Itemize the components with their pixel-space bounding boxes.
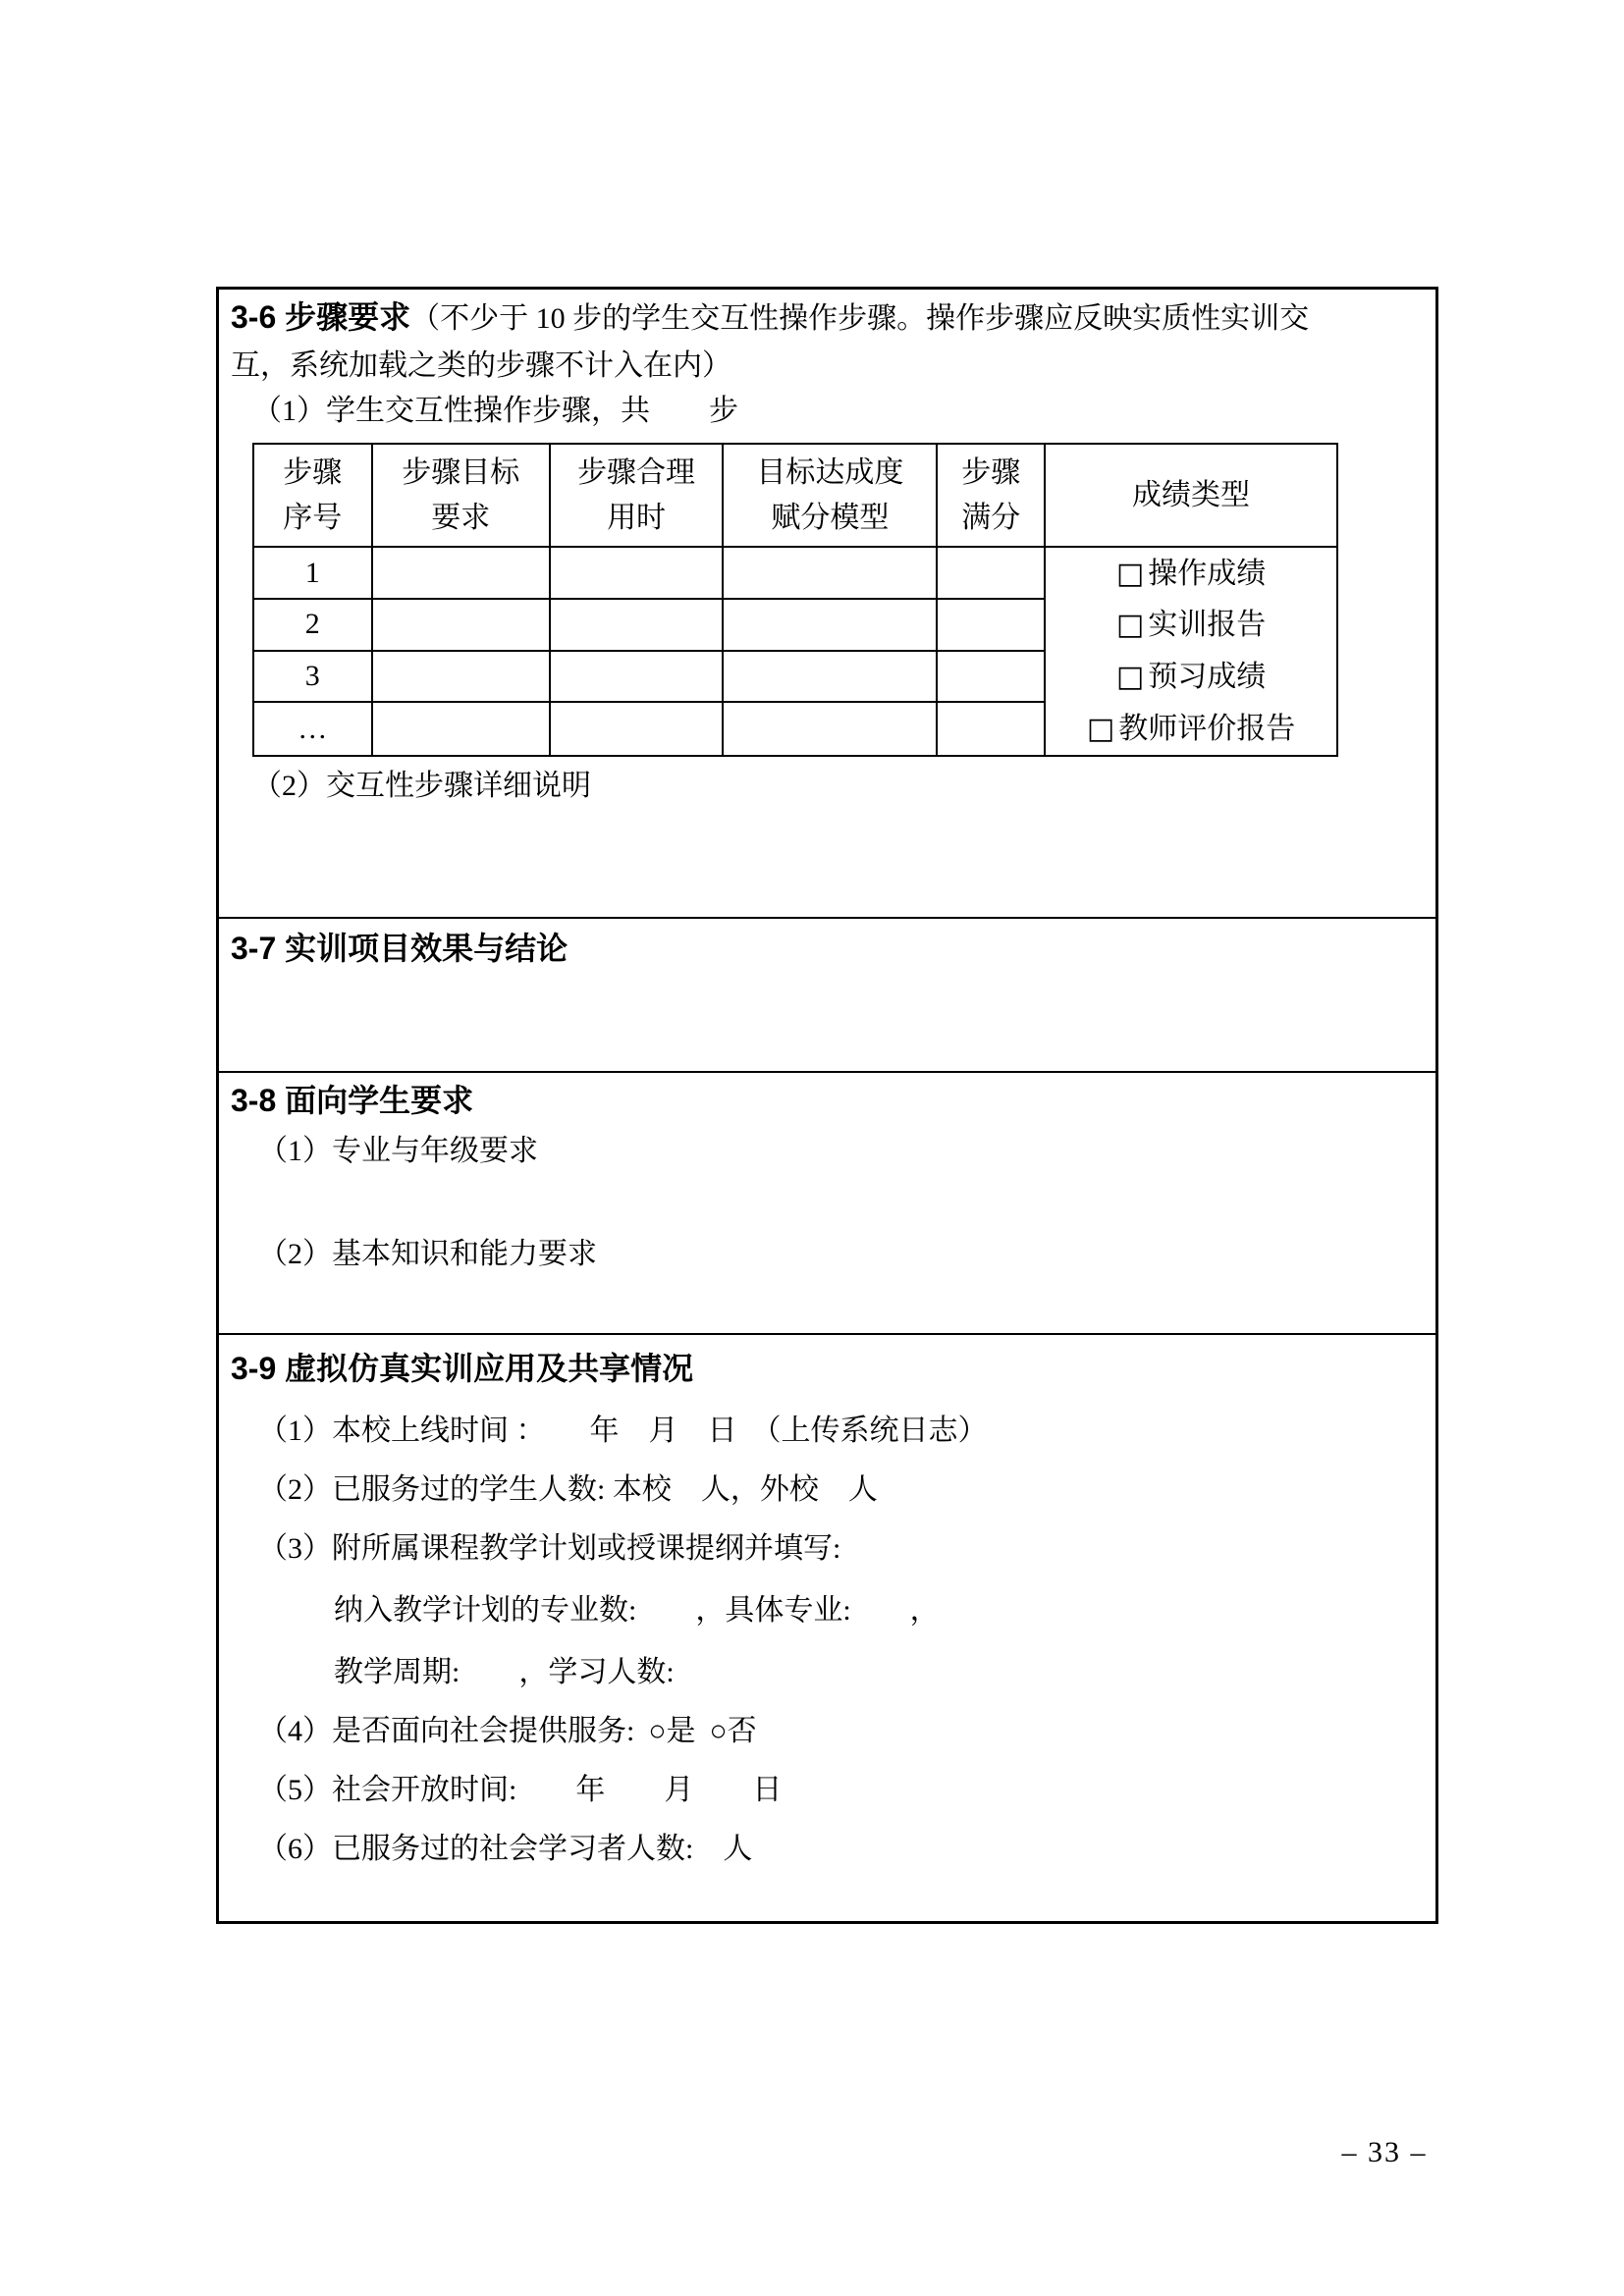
score-type-label: 实训报告: [1148, 609, 1267, 642]
score-type-option: [1116, 558, 1266, 591]
table-cell-empty: [938, 652, 1046, 704]
score-type-label: 操作成绩: [1148, 557, 1267, 590]
score-type-label: 预习成绩: [1148, 660, 1267, 693]
section-3-6-item-2: （2）交互性步骤详细说明: [252, 770, 591, 802]
section-3-6-step-requirements: [219, 290, 1435, 917]
section-3-9-item-3-sub-1: 纳入教学计划的专业数: ，具体专业: ，: [334, 1594, 940, 1627]
score-type-options-cell: [1046, 548, 1336, 755]
section-3-7-results-conclusion: [219, 917, 1435, 1071]
table-cell-empty: [373, 548, 551, 600]
table-cell-empty: [938, 703, 1046, 755]
section-3-8-item-1: （1）专业与年级要求: [258, 1135, 538, 1167]
table-cell-empty: [551, 600, 724, 652]
page-number: – 33 –: [1341, 2136, 1428, 2168]
checkbox-icon: □: [1086, 711, 1115, 746]
table-cell-empty: [551, 652, 724, 704]
table-cell-empty: [724, 600, 938, 652]
section-3-9-item-3: （3）附所属课程教学计划或授课提纲并填写:: [258, 1532, 841, 1565]
steps-table-header-score-type: 成绩类型: [1046, 445, 1336, 548]
section-3-8-student-requirements: [219, 1071, 1435, 1333]
table-cell-empty: [724, 703, 938, 755]
steps-table-header-step-no: 步骤 序号: [254, 445, 373, 548]
steps-table-header-scoring-model: 目标达成度 赋分模型: [724, 445, 938, 548]
table-cell-empty: [724, 652, 938, 704]
steps-table-header-step-score: 步骤 满分: [938, 445, 1046, 548]
table-cell-empty: [938, 548, 1046, 600]
table-row-label: 3: [254, 652, 373, 704]
radio-yes-option: ○是: [648, 1715, 696, 1747]
score-type-label: 教师评价报告: [1118, 712, 1296, 745]
steps-table: [252, 443, 1338, 757]
section-3-6-item-1: （1）学生交互性操作步骤，共 步: [252, 395, 738, 427]
section-3-9-item-2: （2）已服务过的学生人数: 本校 人，外校 人: [258, 1473, 878, 1506]
section-3-9-heading: 3-9 虚拟仿真实训应用及共享情况: [231, 1351, 694, 1386]
section-3-9-item-1: （1）本校上线时间 ： 年 月 日 （上传系统日志）: [258, 1415, 988, 1447]
section-3-9-application-sharing: [219, 1333, 1435, 1921]
table-cell-empty: [373, 652, 551, 704]
score-type-option: [1087, 713, 1295, 746]
section-3-9-item-5: （5）社会开放时间: 年 月 日: [258, 1774, 783, 1806]
application-form-box: [216, 287, 1438, 1924]
table-cell-empty: [373, 600, 551, 652]
section-3-9-item-3-sub-2: 教学周期: ，学习人数:: [334, 1656, 675, 1688]
section-3-7-heading: 3-7 实训项目效果与结论: [231, 931, 568, 966]
table-cell-empty: [938, 600, 1046, 652]
section-3-9-item-6: （6）已服务过的社会学习者人数: 人: [258, 1833, 753, 1865]
table-cell-empty: [724, 548, 938, 600]
score-type-option: [1116, 661, 1266, 694]
table-row-label: 2: [254, 600, 373, 652]
radio-no-option: ○否: [709, 1715, 757, 1747]
table-cell-empty: [551, 548, 724, 600]
steps-table-header-step-time: 步骤合理 用时: [551, 445, 724, 548]
table-cell-empty: [551, 703, 724, 755]
table-cell-empty: [373, 703, 551, 755]
checkbox-icon: □: [1115, 659, 1145, 694]
table-row-label: …: [254, 703, 373, 755]
section-3-6-intro-line2: 互，系统加载之类的步骤不计入在内）: [231, 349, 731, 382]
section-3-6-note: （不少于 10 步的学生交互性操作步骤。操作步骤应反映实质性实训交: [410, 302, 1310, 335]
section-3-8-heading: 3-8 面向学生要求: [231, 1083, 474, 1118]
section-3-6-intro-line1: [231, 294, 1426, 343]
checkbox-icon: □: [1115, 608, 1145, 643]
section-3-6-heading: 3-6 步骤要求: [231, 299, 411, 335]
section-3-8-item-2: （2）基本知识和能力要求: [258, 1238, 597, 1270]
checkbox-icon: □: [1115, 556, 1145, 591]
table-row-label: 1: [254, 548, 373, 600]
score-type-option: [1116, 609, 1266, 642]
section-3-9-item-4-label: （4）是否面向社会提供服务:: [258, 1715, 635, 1747]
section-3-9-item-4: [258, 1710, 1426, 1753]
steps-table-header-step-goal: 步骤目标 要求: [373, 445, 551, 548]
